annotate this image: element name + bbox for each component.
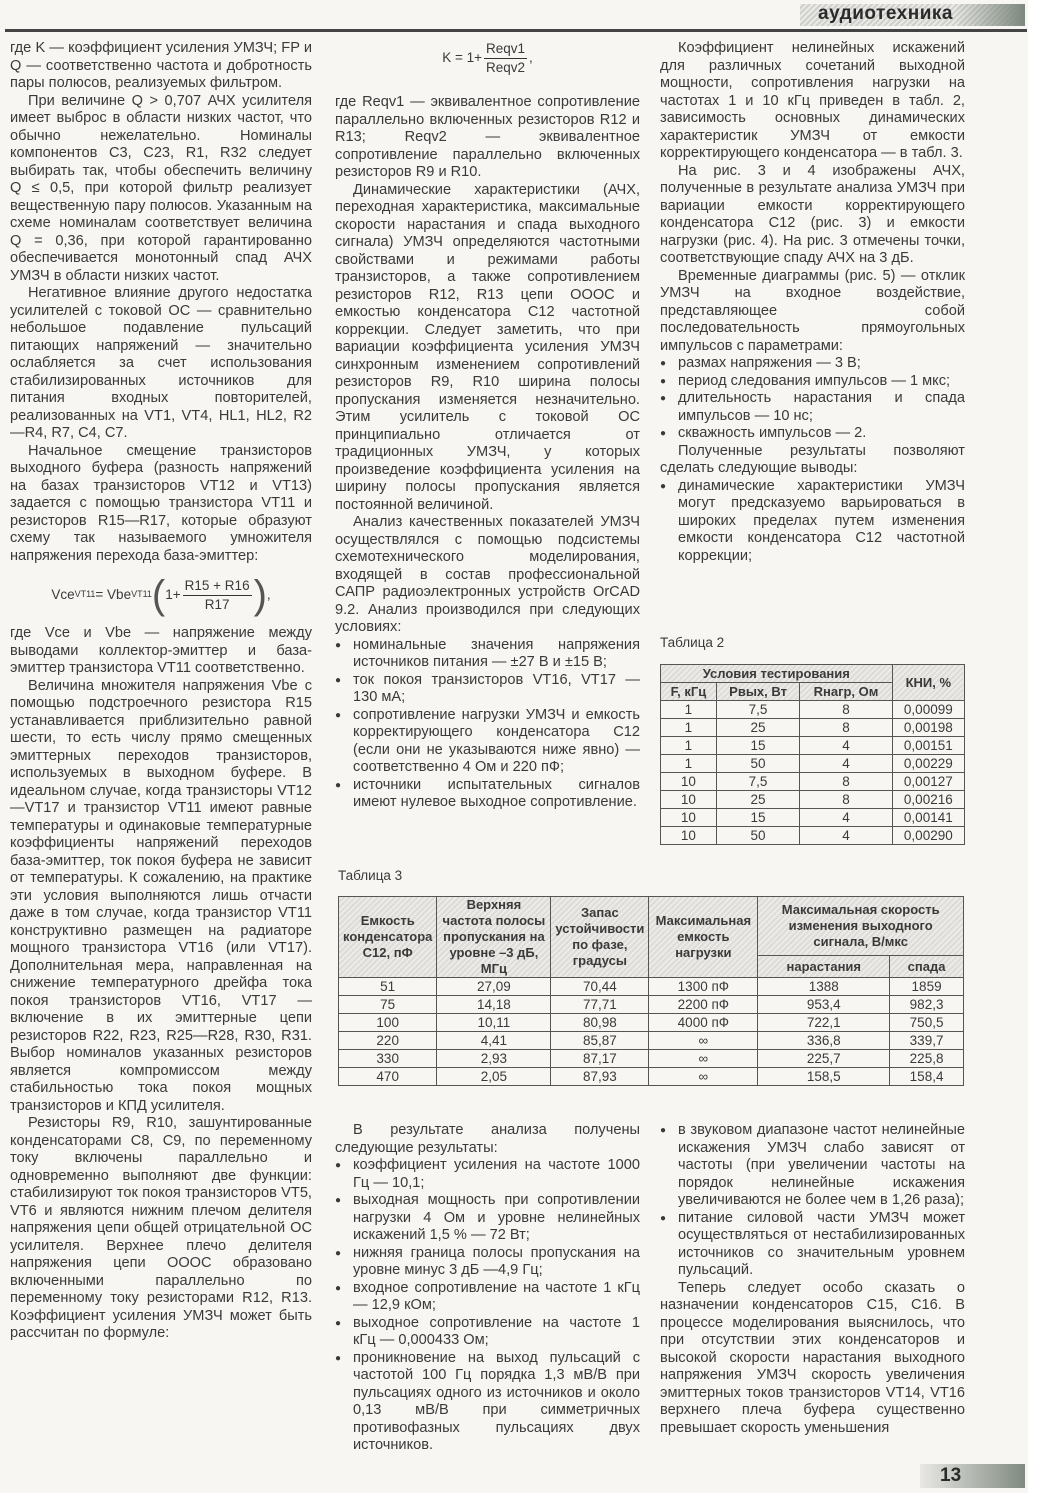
- table-cell: 14,18: [437, 996, 551, 1014]
- paragraph: Анализ качественных показателей УМЗЧ осуществлялся с помощью подсистемы схемотехнического моделирования, входящей в состав профессиональной САПР радиоэлектронных устройств OrCAD 9.2. Анализ производился при следующих условиях:: [335, 514, 640, 635]
- list-item: ● ток покоя транзисторов VT16, VT17 — 130 мА;: [335, 672, 640, 707]
- list-item: ● нижняя граница полосы пропускания на уровне минус 3 дБ —4,9 Гц;: [335, 1245, 640, 1280]
- table-cell: 225,8: [890, 1050, 964, 1068]
- table-subheader: спада: [890, 956, 964, 978]
- paragraph: Негативное влияние другого недостатка усилителей с токовой ОС — сравнительно небольшое подавление пульсаций питающих напряжений — значительно ослабляется за счет использования стабилизированных источников для питания входных повторителей, реализованных на VT1, VT4, HL1, HL2, R2—R4, R7, C4, C7.: [10, 285, 312, 441]
- table-row: [661, 773, 965, 791]
- formula-sub: VT11: [131, 589, 152, 600]
- table-cell: 982,3: [890, 996, 964, 1014]
- table-cell: 10,11: [437, 1014, 551, 1032]
- column-4: [335, 1122, 640, 1455]
- table-cell: 2,05: [437, 1068, 551, 1086]
- table-row: [661, 755, 965, 773]
- list-item: ● длительность нарастания и спада импульсов — 10 нс;: [660, 390, 965, 425]
- paragraph: Величина множителя напряжения Vbe с помощью подстроечного резистора R15 устанавливается приблизительно равной шести, то есть числу прямо смещенных эмиттерных переходов транзисторов, используемых в выходном буфере. В идеальном случае, когда транзисторы VT12—VT17 и транзистор VT11 имеют равные температуры и одинаковые температурные коэффициенты напряжений переходов база-эмиттер, ток покоя буфера не зависит от температуры. К сожалению, на практике эти условия выполняются лишь отчасти даже в том случае, когда транзистор VT11 конструктивно размещен на радиаторе мощного транзистора VT16 (или VT17). Дополнительная мера, направленная на снижение температурного дрейфа тока покоя транзисторов VT16, VT17 — включение в их эмиттерные цепи резисторов R22, R23, R25—R28, R30, R31. Выбор номиналов указанных резисторов является компромиссом между стабильностью тока покоя мощных транзисторов и КПД усилителя.: [10, 677, 312, 1114]
- table-cell: 100: [339, 1014, 437, 1032]
- table-cell: 7,5: [716, 701, 800, 719]
- table-cell: 0,00141: [892, 809, 964, 827]
- table-cell: ∞: [649, 1050, 758, 1068]
- table-header: F, кГц: [661, 683, 717, 701]
- table2-body: [661, 701, 965, 845]
- table-header: Максимальная емкость нагрузки: [649, 897, 758, 978]
- table-cell: 0,00198: [892, 719, 964, 737]
- table-cell: 1: [661, 737, 717, 755]
- table-cell: 158,5: [758, 1068, 890, 1086]
- table-cell: 1388: [758, 978, 890, 996]
- paragraph: где Reqv1 — эквивалентное сопротивление параллельно включенных резисторов R12 и R13; Reqv2 — эквивалентное сопротивление параллельно включенных резисторов R9 и R10.: [335, 94, 640, 180]
- fraction: [183, 577, 252, 613]
- table3-body: [339, 978, 964, 1086]
- table-row: [661, 737, 965, 755]
- paren-close: ): [253, 573, 267, 617]
- formula-term: = Vbe: [95, 587, 132, 603]
- table-cell: 1300 пФ: [649, 978, 758, 996]
- paragraph: В результате анализа получены следующие результаты:: [335, 1122, 640, 1156]
- table-header: Pвых, Вт: [716, 683, 800, 701]
- table-cell: ∞: [649, 1068, 758, 1086]
- page-number: 13: [940, 1465, 962, 1486]
- list-item: ● коэффициент усиления на частоте 1000 Гц — 10,1;: [335, 1157, 640, 1192]
- column-5: [660, 1122, 965, 1437]
- table-cell: 2,93: [437, 1050, 551, 1068]
- table-cell: 4,41: [437, 1032, 551, 1050]
- table-cell: 10: [661, 791, 717, 809]
- header-rule: [5, 29, 1027, 32]
- table-2: [660, 664, 965, 845]
- table-row: [339, 1050, 964, 1068]
- table-cell: ∞: [649, 1032, 758, 1050]
- table-cell: 1: [661, 701, 717, 719]
- table3-caption: Таблица 3: [338, 868, 403, 883]
- table-cell: 80,98: [551, 1014, 649, 1032]
- table2-caption: Таблица 2: [660, 635, 725, 650]
- table-cell: 87,93: [551, 1068, 649, 1086]
- list-item: ● источники испытательных сигналов имеют нулевое выходное сопротивление.: [335, 777, 640, 812]
- table-header: Емкость конденсатора C12, пФ: [339, 897, 437, 978]
- table-row: [661, 791, 965, 809]
- table-cell: 8: [800, 701, 892, 719]
- table-cell: 0,00151: [892, 737, 964, 755]
- table-cell: 70,44: [551, 978, 649, 996]
- table-row: [339, 996, 964, 1014]
- paragraph: При величине Q > 0,707 АЧХ усилителя имеет выброс в области низких частот, что обычно нежелательно. Номиналы компонентов C3, C23, R1, R32 следует выбирать так, чтобы обеспечить величину Q ≤ 0,5, при которой фильтр реализует вещественную пару полюсов. Указанным на схеме номиналам соответствует величина Q = 0,36, при которой гарантированно обеспечивается монотонный спад АЧХ УМЗЧ в области низких частот.: [10, 92, 312, 284]
- table-cell: 8: [800, 773, 892, 791]
- table-cell: 77,71: [551, 996, 649, 1014]
- paragraph: где K — коэффициент усиления УМЗЧ; FP и Q — соответственно частота и добротность пары полюсов, реализуемых фильтром.: [10, 40, 312, 91]
- table-row: [339, 1068, 964, 1086]
- table-header: Rнагр, Ом: [800, 683, 892, 701]
- list-item: ● входное сопротивление на частоте 1 кГц — 12,9 кОм;: [335, 1280, 640, 1315]
- denominator: R17: [204, 596, 230, 612]
- formula-term: ,: [266, 587, 271, 603]
- list-item: ● питание силовой части УМЗЧ может осуществляться от нестабилизированных источников со значительным уровнем пульсаций.: [660, 1210, 965, 1280]
- table-row: [661, 719, 965, 737]
- table-cell: 336,8: [758, 1032, 890, 1050]
- formula-term: 1+: [165, 587, 181, 603]
- formula-sub: VT11: [74, 589, 96, 600]
- formula-term: Vce: [51, 587, 75, 603]
- paren-open: (: [151, 573, 166, 617]
- paragraph: Временные диаграммы (рис. 5) — отклик УМЗЧ на входное воздействие, представляющее собой последовательность прямоугольных импульсов с параметрами:: [660, 267, 965, 354]
- table-cell: 2200 пФ: [649, 996, 758, 1014]
- section-title: аудиотехника: [818, 3, 953, 24]
- table-cell: 85,87: [551, 1032, 649, 1050]
- list-item: ● период следования импульсов — 1 мкс;: [660, 373, 965, 391]
- table-cell: 1859: [890, 978, 964, 996]
- table-cell: 15: [716, 737, 800, 755]
- denominator: Reqv2: [486, 59, 526, 75]
- table-row: [339, 978, 964, 996]
- pulse-params-list: [660, 355, 965, 443]
- paragraph: Динамические характеристики (АЧХ, переходная характеристика, максимальные скорости нарастания и спада выходного сигнала) УМЗЧ определяются частотными свойствами и режимами работы транзисторов, а также сопротивлением резисторов R12, R13 цепи ОООС и емкостью конденсатора C12 частотной коррекции. Следует заметить, что при вариации коэффициента усиления УМЗЧ синхронным изменением сопротивлений резисторов R9, R10 ширина полосы пропускания изменяется незначительно. Этим усилитель с токовой ОС принципиально отличается от традиционных УМЗЧ, у которых произведение коэффициента усиления на ширину полосы пропускания является постоянной величиной.: [335, 181, 640, 513]
- list-item: ● скважность импульсов — 2.: [660, 425, 965, 443]
- table-row: [661, 701, 965, 719]
- conclusions-list: [660, 478, 965, 566]
- table-cell: 27,09: [437, 978, 551, 996]
- paragraph: Начальное смещение транзисторов выходного буфера (разность напряжений на базах транзисторов VT12 и VT13) задается с помощью транзистора VT11 и резисторов R15—R17, которые образуют схему так называемого умножителя напряжения перехода база-эмиттер:: [10, 442, 312, 564]
- table-cell: 470: [339, 1068, 437, 1086]
- table-cell: 0,00229: [892, 755, 964, 773]
- list-item: ● проникновение на выход пульсаций с частотой 100 Гц порядка 1,3 мВ/В при пульсациях одного из источников и около 0,13 мВ/В при симметричных противофазных пульсациях двух источников.: [335, 1350, 640, 1455]
- table-cell: 0,00127: [892, 773, 964, 791]
- table-cell: 8: [800, 791, 892, 809]
- paragraph: Коэффициент нелинейных искажений для различных сочетаний выходной мощности, сопротивления нагрузки на частотах 1 и 10 кГц приведен в табл. 2, зависимость основных динамических характеристик УМЗЧ от емкости корректирующего конденсатора — в табл. 3.: [660, 40, 965, 161]
- column-3: [660, 40, 965, 565]
- table-cell: 722,1: [758, 1014, 890, 1032]
- table-row: [339, 1032, 964, 1050]
- list-item: ● динамические характеристики УМЗЧ могут предсказуемо варьироваться в широких пределах путем изменения емкости конденсатора C12 частотной коррекции;: [660, 478, 965, 566]
- paragraph: Полученные результаты позволяют сделать следующие выводы:: [660, 442, 965, 476]
- numerator: R15 + R16: [183, 577, 252, 596]
- paragraph: Резисторы R9, R10, зашунтированные конденсаторами C8, C9, по переменному току включены параллельно и одновременно выполняют две функции: стабилизируют ток покоя транзисторов VT5, VT6 и являются нижним плечом делителя напряжения цепи общей отрицательной ОС усилителя. Верхнее плечо делителя напряжения цепи ОООС образовано включенными параллельно по переменному току резисторами R12, R13. Коэффициент усиления УМЗЧ может быть рассчитан по формуле:: [10, 1115, 312, 1341]
- page-header: [0, 0, 1040, 30]
- table-cell: 4: [800, 827, 892, 845]
- table-cell: 0,00099: [892, 701, 964, 719]
- paragraph: На рис. 3 и 4 изображены АЧХ, полученные в результате анализа УМЗЧ при вариации емкости корректирующего конденсатора C12 (рис. 3) и емкости нагрузки (рис. 4). На рис. 3 отмечены точки, соответствующие спаду АЧХ на 3 дБ.: [660, 162, 965, 266]
- table-cell: 75: [339, 996, 437, 1014]
- column-1: [10, 40, 312, 1343]
- table-row: [661, 827, 965, 845]
- table-cell: 7,5: [716, 773, 800, 791]
- page-edge: [1028, 0, 1040, 1493]
- table-cell: 15: [716, 809, 800, 827]
- table-3: [338, 896, 964, 1086]
- numerator: Reqv1: [484, 40, 527, 59]
- list-item: ● выходное сопротивление на частоте 1 кГц — 0,000433 Ом;: [335, 1315, 640, 1350]
- table-header: Условия тестирования: [661, 665, 893, 683]
- table-cell: 750,5: [890, 1014, 964, 1032]
- formula-k: [335, 40, 640, 76]
- table-cell: 87,17: [551, 1050, 649, 1068]
- table-header: Верхняя частота полосы пропускания на уровне –3 дБ, МГц: [437, 897, 551, 978]
- table-cell: 10: [661, 809, 717, 827]
- table-cell: 158,4: [890, 1068, 964, 1086]
- table-cell: 220: [339, 1032, 437, 1050]
- conclusions-list-cont: [660, 1122, 965, 1280]
- table-header: КНИ, %: [892, 665, 964, 701]
- paragraph: где Vce и Vbe — напряжение между выводами коллектор-эмиттер и база-эмиттер транзистора VT11 соответственно.: [10, 625, 312, 676]
- table-cell: 4000 пФ: [649, 1014, 758, 1032]
- formula-vce: [10, 575, 312, 615]
- list-item: ● в звуковом диапазоне частот нелинейные искажения УМЗЧ слабо зависят от частоты (при увеличении частоты на порядок нелинейные искажения увеличиваются не более чем в 1,26 раза);: [660, 1122, 965, 1210]
- table-cell: 0,00216: [892, 791, 964, 809]
- formula-term: K = 1+: [442, 50, 482, 66]
- table-header: Максимальная скорость изменения выходного сигнала, В/мкс: [758, 897, 964, 956]
- table-cell: 50: [716, 827, 800, 845]
- paragraph: Теперь следует особо сказать о назначении конденсаторов C15, C16. В процессе моделирования выяснилось, что при отсутствии этих конденсаторов и высокой скорости нарастания выходного напряжения УМЗЧ скорость увеличения эмиттерных токов транзисторов VT14, VT16 верхнего плеча буфера существенно превышает скорость уменьшения: [660, 1279, 965, 1436]
- table-cell: 10: [661, 827, 717, 845]
- table-cell: 51: [339, 978, 437, 996]
- table-cell: 4: [800, 755, 892, 773]
- table-cell: 953,4: [758, 996, 890, 1014]
- table-cell: 8: [800, 719, 892, 737]
- table-cell: 25: [716, 719, 800, 737]
- table-cell: 0,00290: [892, 827, 964, 845]
- table-cell: 339,7: [890, 1032, 964, 1050]
- table-row: [661, 809, 965, 827]
- table-cell: 50: [716, 755, 800, 773]
- results-list: [335, 1157, 640, 1455]
- table-cell: 225,7: [758, 1050, 890, 1068]
- list-item: ● выходная мощность при сопротивлении нагрузки 4 Ом и уровне нелинейных искажений 1,5 % — 72 Вт;: [335, 1192, 640, 1245]
- table-cell: 1: [661, 719, 717, 737]
- table-cell: 4: [800, 737, 892, 755]
- table-cell: 330: [339, 1050, 437, 1068]
- fraction: [484, 40, 527, 76]
- list-item: ● размах напряжения — 3 В;: [660, 355, 965, 373]
- table-cell: 1: [661, 755, 717, 773]
- page-number-band: [920, 1464, 1025, 1488]
- list-item: ● сопротивление нагрузки УМЗЧ и емкость корректирующего конденсатора C12 (если они не указываются ниже явно) — соответственно 4 Ом и 220 пФ;: [335, 707, 640, 777]
- list-item: ● номинальные значения напряжения источников питания — ±27 В и ±15 В;: [335, 637, 640, 672]
- formula-term: ,: [529, 50, 533, 66]
- table-header: Запас устойчивости по фазе, градусы: [551, 897, 649, 978]
- column-2: [335, 40, 640, 812]
- table-cell: 4: [800, 809, 892, 827]
- table-subheader: нарастания: [758, 956, 890, 978]
- table-cell: 10: [661, 773, 717, 791]
- table-cell: 25: [716, 791, 800, 809]
- table-row: [339, 1014, 964, 1032]
- conditions-list: [335, 637, 640, 812]
